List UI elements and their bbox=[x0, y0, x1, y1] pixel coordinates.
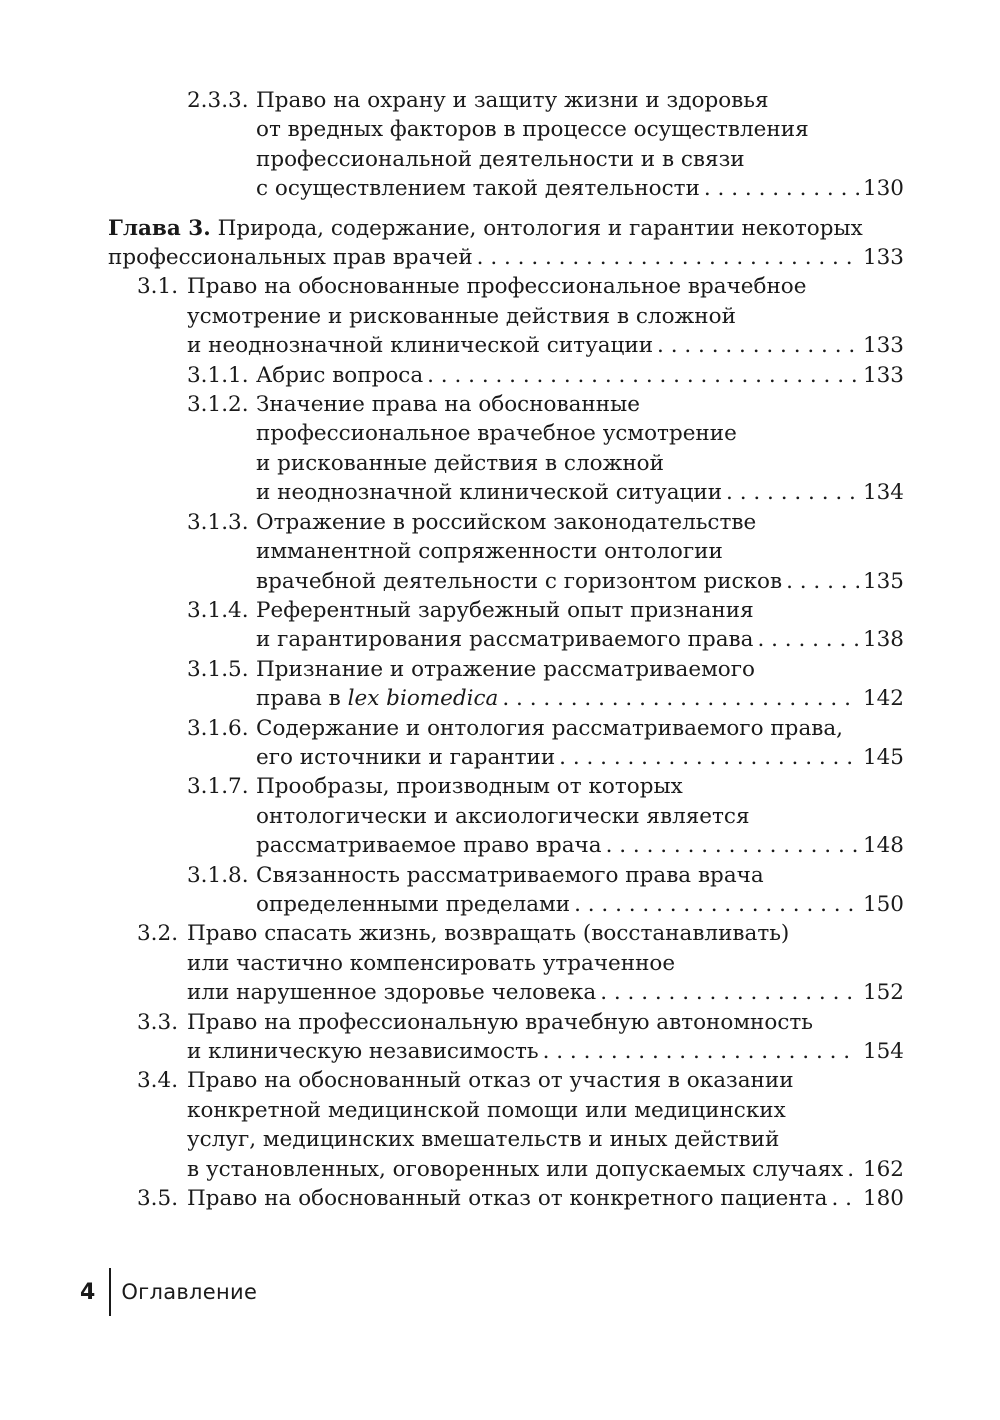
toc-entry-number: 3.1.2. bbox=[187, 392, 249, 418]
toc-entry-number: 3.1. bbox=[137, 274, 179, 300]
toc-entry-number: 3.1.1. bbox=[187, 362, 249, 388]
toc-entry-line bbox=[256, 772, 904, 801]
toc-entry-line bbox=[187, 1008, 904, 1037]
toc-entry-line bbox=[256, 508, 904, 537]
toc-entry-line bbox=[256, 449, 904, 478]
toc-entry-leader-line bbox=[256, 478, 904, 507]
toc-entry-text: профессиональное врачебное усмотрение bbox=[256, 421, 737, 447]
toc-entry-text: Право на профессиональную врачебную автономность bbox=[187, 1009, 813, 1035]
dot-leader bbox=[757, 625, 859, 654]
page-footer bbox=[80, 1268, 257, 1316]
dot-leader bbox=[606, 831, 859, 860]
toc-entry-text: и гарантирования рассматриваемого права bbox=[256, 627, 754, 653]
toc-entry-line bbox=[187, 1096, 904, 1125]
toc-page-number: 148 bbox=[862, 833, 904, 859]
table-of-contents bbox=[108, 86, 904, 1213]
toc-entry-number: 3.1.7. bbox=[187, 774, 249, 800]
toc-entry-number: 2.3.3. bbox=[187, 88, 249, 113]
toc-entry-number: 3.3. bbox=[137, 1009, 179, 1035]
dot-leader bbox=[600, 978, 859, 1007]
toc-entry bbox=[108, 390, 904, 508]
dot-leader bbox=[831, 1184, 859, 1213]
toc-entry-text: имманентной сопряженности онтологии bbox=[256, 539, 723, 565]
toc-entry-leader-line bbox=[187, 1155, 904, 1184]
toc-entry-text: и рискованные действия в сложной bbox=[256, 450, 664, 476]
toc-entry-number: 3.5. bbox=[137, 1186, 179, 1212]
toc-page-number: 145 bbox=[862, 744, 904, 770]
toc-entry-text: от вредных факторов в процессе осуществления bbox=[256, 117, 809, 143]
dot-leader bbox=[786, 567, 859, 596]
toc-entry-text: или нарушенное здоровье человека bbox=[187, 980, 597, 1006]
toc-entry-line bbox=[256, 861, 904, 890]
toc-entry bbox=[108, 214, 904, 273]
toc-page-number: 135 bbox=[862, 568, 904, 594]
toc-entry-text: или частично компенсировать утраченное bbox=[187, 950, 676, 976]
toc-entry-line bbox=[187, 302, 904, 331]
toc-entry bbox=[108, 1008, 904, 1067]
toc-entry-line bbox=[256, 115, 904, 144]
toc-entry bbox=[108, 772, 904, 860]
dot-leader bbox=[704, 174, 859, 203]
toc-entry-number: 3.4. bbox=[137, 1068, 179, 1094]
toc-entry-text: врачебной деятельности с горизонтом рисков bbox=[256, 568, 783, 594]
toc-entry-text: услуг, медицинских вмешательств и иных действий bbox=[187, 1127, 780, 1153]
toc-entry-number: 3.1.4. bbox=[187, 597, 249, 623]
dot-leader bbox=[477, 243, 859, 272]
toc-entry-text: Право на охрану и защиту жизни и здоровья bbox=[256, 88, 769, 113]
footer-divider bbox=[109, 1268, 111, 1316]
toc-entry-leader-line bbox=[256, 743, 904, 772]
toc-page-number: 162 bbox=[862, 1156, 904, 1182]
toc-entry-text: и неоднозначной клинической ситуации bbox=[256, 480, 723, 506]
toc-entry-text: конкретной медицинской помощи или медицинских bbox=[187, 1097, 786, 1123]
toc-entry-line bbox=[256, 390, 904, 419]
toc-page-number: 133 bbox=[862, 245, 904, 271]
toc-entry-number: 3.1.5. bbox=[187, 656, 249, 682]
toc-entry-line bbox=[187, 1066, 904, 1095]
toc-entry-text: права в lex biomedica bbox=[256, 686, 499, 712]
toc-entry-line bbox=[187, 919, 904, 948]
toc-entry-text: Референтный зарубежный опыт признания bbox=[256, 597, 754, 623]
toc-entry-text: в установленных, оговоренных или допускаемых случаях bbox=[187, 1156, 844, 1182]
toc-page-number: 133 bbox=[862, 333, 904, 359]
toc-page-number: 133 bbox=[862, 362, 904, 388]
toc-entry-line bbox=[256, 655, 904, 684]
toc-entry bbox=[108, 1184, 904, 1213]
toc-entry-text: Отражение в российском законодательстве bbox=[256, 509, 757, 535]
toc-entry-leader-line bbox=[256, 361, 904, 390]
toc-entry-text: Право на обоснованные профессиональное врачебное bbox=[187, 274, 807, 300]
toc-entry bbox=[108, 596, 904, 655]
toc-entry bbox=[108, 361, 904, 390]
toc-entry-leader-line bbox=[256, 625, 904, 654]
toc-entry-leader-line bbox=[256, 567, 904, 596]
toc-entry-text: профессиональных прав врачей bbox=[108, 245, 473, 271]
dot-leader bbox=[657, 331, 859, 360]
toc-entry bbox=[108, 508, 904, 596]
toc-entry-leader-line bbox=[187, 978, 904, 1007]
toc-page-number: 138 bbox=[862, 627, 904, 653]
toc-page-number: 180 bbox=[862, 1186, 904, 1212]
dot-leader bbox=[543, 1037, 859, 1066]
toc-entry-line bbox=[256, 86, 904, 115]
toc-entry-text: Право спасать жизнь, возвращать (восстанавливать) bbox=[187, 921, 790, 947]
dot-leader bbox=[574, 890, 859, 919]
toc-page-number: 150 bbox=[862, 891, 904, 917]
page-number: 4 bbox=[80, 1279, 96, 1305]
toc-entry-line bbox=[256, 145, 904, 174]
toc-entry-leader-line bbox=[187, 331, 904, 360]
toc-entry-line bbox=[256, 537, 904, 566]
toc-entry-leader-line bbox=[108, 243, 904, 272]
dot-leader bbox=[427, 361, 859, 390]
toc-entry-leader-line bbox=[256, 890, 904, 919]
toc-entry-line bbox=[187, 949, 904, 978]
toc-entry-line bbox=[187, 1125, 904, 1154]
toc-entry bbox=[108, 714, 904, 773]
toc-entry bbox=[108, 861, 904, 920]
toc-entry-leader-line bbox=[187, 1184, 904, 1213]
toc-page-number: 130 bbox=[862, 176, 904, 202]
dot-leader bbox=[559, 743, 859, 772]
toc-entry-text: и неоднозначной клинической ситуации bbox=[187, 333, 654, 359]
toc-entry-text: Прообразы, производным от которых bbox=[256, 774, 683, 800]
toc-entry-leader-line bbox=[256, 174, 904, 203]
toc-entry-text: усмотрение и рискованные действия в сложной bbox=[187, 303, 736, 329]
toc-entry bbox=[108, 86, 904, 204]
toc-entry-number: 3.2. bbox=[137, 921, 179, 947]
toc-entry-line bbox=[256, 419, 904, 448]
toc-entry-text: с осуществлением такой деятельности bbox=[256, 176, 700, 202]
toc-entry-text: рассматриваемое право врача bbox=[256, 833, 602, 859]
toc-entry-text: определенными пределами bbox=[256, 891, 571, 917]
toc-entry-text: Связанность рассматриваемого права врача bbox=[256, 862, 764, 888]
toc-entry-number: 3.1.3. bbox=[187, 509, 249, 535]
italic-term: lex biomedica bbox=[347, 686, 499, 712]
toc-entry-leader-line bbox=[256, 684, 904, 713]
toc-entry-text: Природа, содержание, онтология и гарантии некоторых bbox=[217, 215, 863, 241]
running-head: Оглавление bbox=[121, 1280, 258, 1304]
toc-page-number: 152 bbox=[862, 980, 904, 1006]
toc-entry-text: его источники и гарантии bbox=[256, 744, 556, 770]
toc-entry-leader-line bbox=[187, 1037, 904, 1066]
toc-page-number: 154 bbox=[862, 1039, 904, 1064]
toc-page-number: 134 bbox=[862, 480, 904, 506]
dot-leader bbox=[726, 478, 859, 507]
toc-entry bbox=[108, 919, 904, 1007]
toc-entry-line bbox=[187, 272, 904, 301]
toc-entry-text: Содержание и онтология рассматриваемого права, bbox=[256, 715, 844, 741]
chapter-label: Глава 3. bbox=[108, 215, 211, 241]
toc-entry-text: и клиническую независимость bbox=[187, 1039, 539, 1064]
dot-leader bbox=[502, 684, 859, 713]
toc-entry bbox=[108, 1066, 904, 1184]
toc-entry-text: онтологически и аксиологически является bbox=[256, 803, 750, 829]
toc-entry bbox=[108, 272, 904, 360]
toc-entry-text: Признание и отражение рассматриваемого bbox=[256, 656, 755, 682]
toc-entry-text: Право на обоснованный отказ от конкретного пациента bbox=[187, 1186, 828, 1212]
toc-entry-number: 3.1.8. bbox=[187, 862, 249, 888]
toc-entry-text: Право на обоснованный отказ от участия в оказании bbox=[187, 1068, 794, 1094]
toc-entry-line bbox=[256, 596, 904, 625]
toc-entry-line bbox=[256, 802, 904, 831]
toc-entry-text: Значение права на обоснованные bbox=[256, 392, 640, 418]
toc-page-number: 142 bbox=[862, 686, 904, 712]
toc-entry-number: 3.1.6. bbox=[187, 715, 249, 741]
toc-entry-line bbox=[256, 714, 904, 743]
dot-leader bbox=[847, 1155, 859, 1184]
toc-entry-line bbox=[108, 214, 904, 243]
toc-entry bbox=[108, 655, 904, 714]
toc-entry-leader-line bbox=[256, 831, 904, 860]
toc-entry-text: Абрис вопроса bbox=[256, 362, 424, 388]
toc-entry-text: профессиональной деятельности и в связи bbox=[256, 146, 745, 172]
